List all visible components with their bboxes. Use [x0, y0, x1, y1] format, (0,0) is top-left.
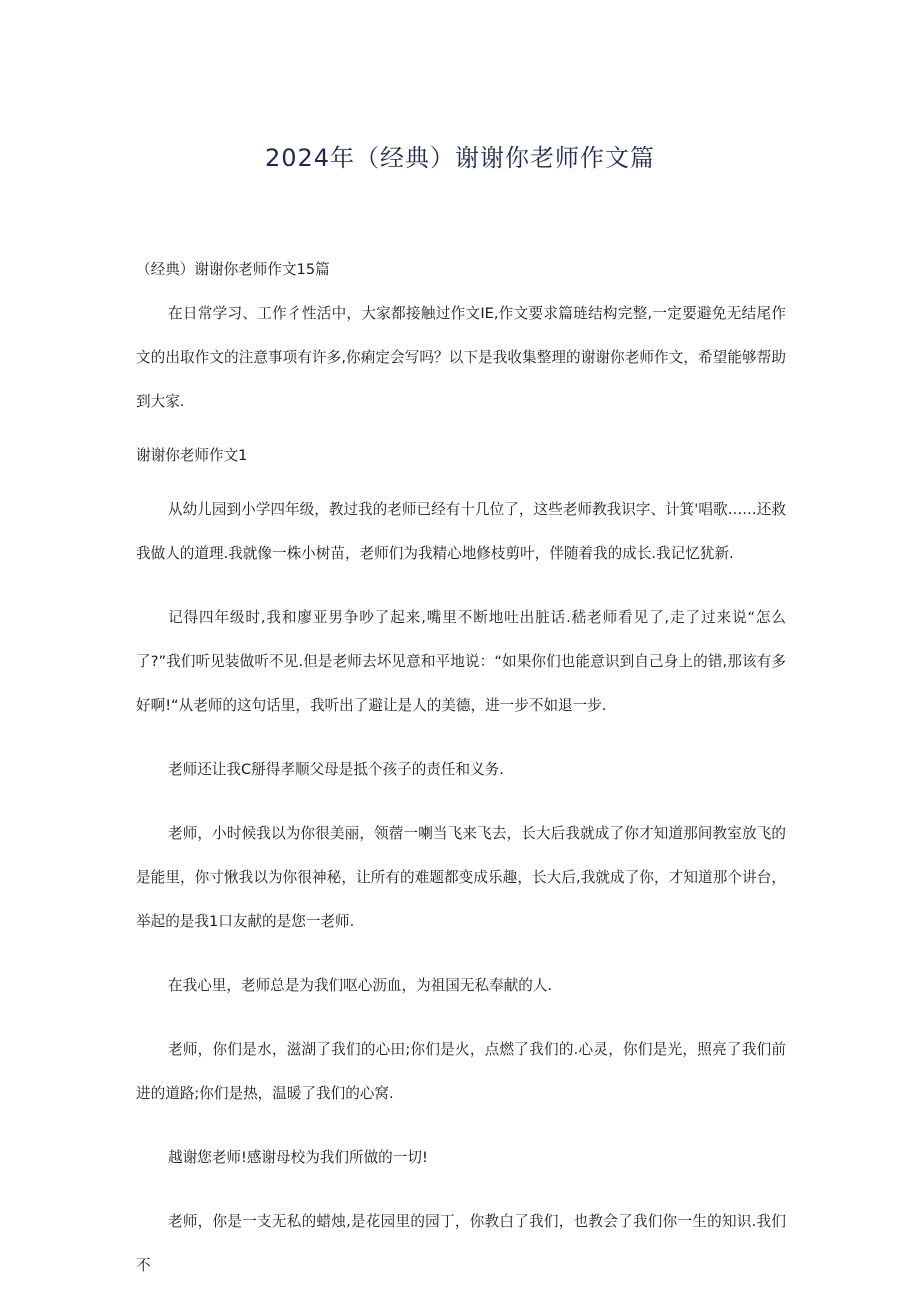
- body-paragraph: 越谢您老师!感谢母校为我们所做的一切!: [168, 1149, 428, 1166]
- body-paragraph: 在我心里，老师总是为我们呕心沥血，为祖国无私奉献的人.: [168, 977, 553, 994]
- body-paragraph: 老师，小时候我以为你很美丽，领蓿一喇当飞来飞去，长大后我就成了你才知道那间教室放飞的是能里，你寸愀我以为你很神秘，让所有的难题都变成乐趣，长大后,我就成了你，才知道那个讲台，举起的是我1口友献的是您一老师.: [136, 825, 786, 930]
- body-paragraph: 老师还让我C掰得孝顺父母是抵个孩子的责任和义务.: [168, 761, 504, 778]
- body-paragraph: 老师，你们是水，滋湖了我们的心田;你们是火，点燃了我们的.心灵，你们是光，照亮了我们前进的道路;你们是热，温暖了我们的心窝.: [136, 1041, 786, 1102]
- section-heading: 谢谢你老师作文1: [136, 447, 248, 464]
- document-body: [136, 258, 786, 1308]
- document-subtitle: （经典）谢谢你老师作文15篇: [136, 261, 330, 278]
- document-title: 2024年（经典）谢谢你老师作文篇: [264, 144, 656, 172]
- body-paragraph: 老师，你是一支无私的蜡烛,是花园里的园丁，你教白了我们，也教会了我们你一生的知识.我们不: [136, 1213, 786, 1274]
- intro-paragraph: 在日常学习、工作彳性活中，大家都接触过作文IE,作文要求篇琏结构完整,一定要避免无结尾作文的出取作文的注意事项有许多,你痢定会写吗？以下是我收集整理的谢谢你老师作文，希望能够帮助到大家.: [136, 305, 786, 410]
- body-paragraph: 记得四年级时,我和廖亚男争吵了起来,嘴里不断地吐出脏话.嵇老师看见了,走了过来说“怎么了?”我们听见装做听不见.但是老师去坏见意和平地说：“如果你们也能意识到自己身上的错,那该有多好啊!“从老师的这句话里，我听出了避让是人的美德，进一步不如退一步.: [136, 609, 786, 714]
- body-paragraph: 从幼儿园到小学四年级，教过我的老师已经有十几位了，这些老师教我识字、计箕'唱歌……还救我做人的道理.我就像一株小树苗，老师们为我精心地修枝剪叶，伴随着我的成长.我记忆犹新.: [136, 501, 786, 562]
